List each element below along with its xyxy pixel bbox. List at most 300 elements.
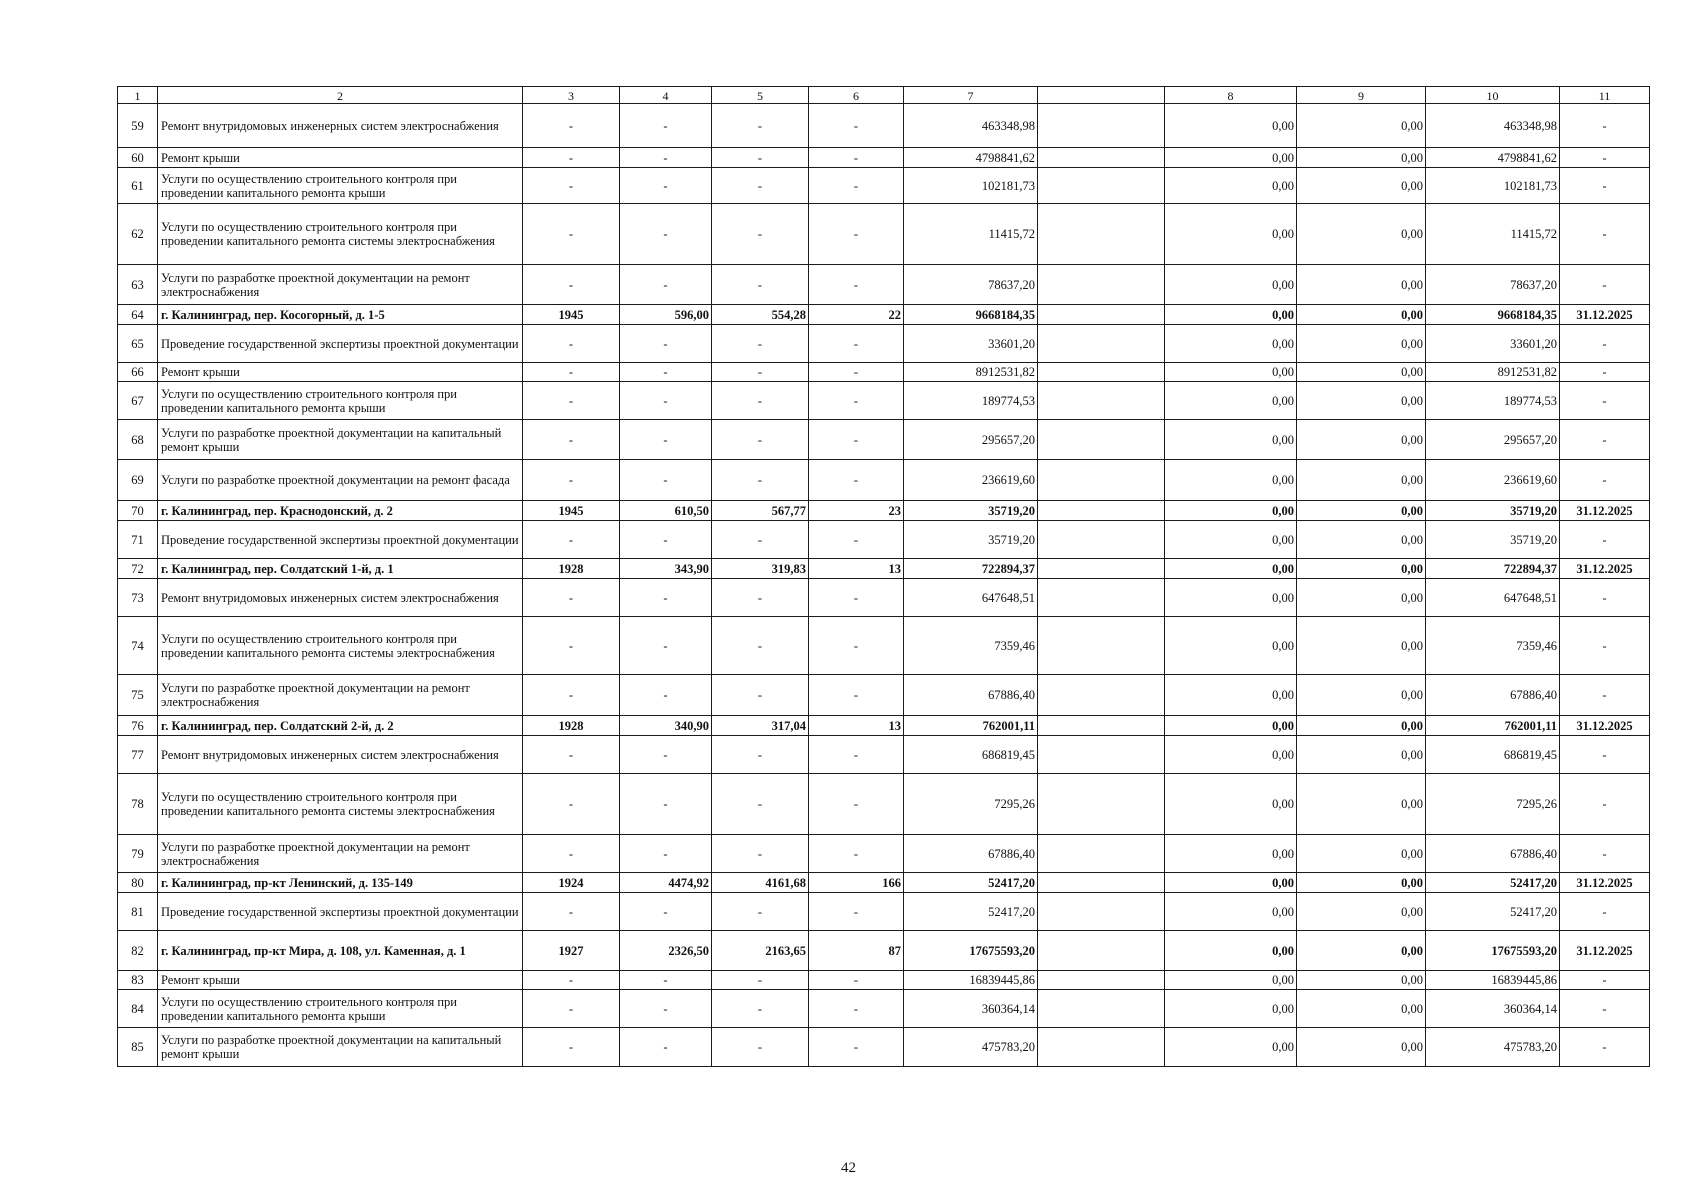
regional-funds: 0,00: [1297, 873, 1426, 893]
total-cost: 189774,53: [904, 382, 1038, 420]
completion-date: -: [1560, 736, 1650, 774]
total-area: -: [620, 736, 712, 774]
living-area: -: [712, 363, 809, 382]
completion-date: -: [1560, 104, 1650, 148]
item-name: Ремонт крыши: [158, 971, 523, 990]
regional-funds: 0,00: [1297, 501, 1426, 521]
completion-date: -: [1560, 675, 1650, 716]
item-name: г. Калининград, пер. Краснодонский, д. 2: [158, 501, 523, 521]
work-item-row: [118, 204, 1650, 265]
regional-funds: 0,00: [1297, 382, 1426, 420]
total-cost: 686819,45: [904, 736, 1038, 774]
address-row: [118, 305, 1650, 325]
page-number: 42: [841, 1160, 856, 1176]
row-number: 79: [118, 835, 158, 873]
column-number: 1: [118, 87, 158, 104]
column-number: 11: [1560, 87, 1650, 104]
living-area: 317,04: [712, 716, 809, 736]
living-area: -: [712, 265, 809, 305]
year-built: -: [523, 971, 620, 990]
regional-funds: 0,00: [1297, 990, 1426, 1028]
owner-funds: 17675593,20: [1426, 931, 1560, 971]
total-area: -: [620, 990, 712, 1028]
residents-count: -: [809, 835, 904, 873]
residents-count: 23: [809, 501, 904, 521]
living-area: -: [712, 893, 809, 931]
owner-funds: 475783,20: [1426, 1028, 1560, 1067]
year-built: -: [523, 835, 620, 873]
year-built: 1928: [523, 559, 620, 579]
owner-funds: 35719,20: [1426, 521, 1560, 559]
blank-cell: [1038, 363, 1165, 382]
row-number: 73: [118, 579, 158, 617]
residents-count: -: [809, 168, 904, 204]
total-area: 2326,50: [620, 931, 712, 971]
federal-funds: 0,00: [1165, 835, 1297, 873]
completion-date: 31.12.2025: [1560, 501, 1650, 521]
total-cost: 33601,20: [904, 325, 1038, 363]
completion-date: -: [1560, 168, 1650, 204]
total-area: 4474,92: [620, 873, 712, 893]
total-cost: 16839445,86: [904, 971, 1038, 990]
living-area: 319,83: [712, 559, 809, 579]
owner-funds: 189774,53: [1426, 382, 1560, 420]
living-area: -: [712, 1028, 809, 1067]
blank-cell: [1038, 204, 1165, 265]
total-cost: 236619,60: [904, 460, 1038, 501]
total-cost: 67886,40: [904, 835, 1038, 873]
blank-cell: [1038, 716, 1165, 736]
owner-funds: 360364,14: [1426, 990, 1560, 1028]
column-number: 7: [904, 87, 1038, 104]
total-cost: 11415,72: [904, 204, 1038, 265]
item-name: Ремонт внутридомовых инженерных систем электроснабжения: [158, 104, 523, 148]
residents-count: -: [809, 893, 904, 931]
column-number: 8: [1165, 87, 1297, 104]
row-number: 77: [118, 736, 158, 774]
completion-date: 31.12.2025: [1560, 716, 1650, 736]
residents-count: -: [809, 971, 904, 990]
address-row: [118, 931, 1650, 971]
item-name: г. Калининград, пер. Солдатский 1-й, д. 1: [158, 559, 523, 579]
living-area: -: [712, 104, 809, 148]
year-built: 1945: [523, 501, 620, 521]
owner-funds: 67886,40: [1426, 835, 1560, 873]
item-name: Проведение государственной экспертизы проектной документации: [158, 521, 523, 559]
row-number: 85: [118, 1028, 158, 1067]
item-name: Проведение государственной экспертизы проектной документации: [158, 325, 523, 363]
item-name: Услуги по осуществлению строительного контроля при проведении капитального ремонта крыши: [158, 990, 523, 1028]
completion-date: 31.12.2025: [1560, 559, 1650, 579]
regional-funds: 0,00: [1297, 675, 1426, 716]
completion-date: -: [1560, 265, 1650, 305]
column-number: 5: [712, 87, 809, 104]
residents-count: -: [809, 617, 904, 675]
item-name: Услуги по разработке проектной документации на капитальный ремонт крыши: [158, 420, 523, 460]
item-name: Услуги по разработке проектной документации на капитальный ремонт крыши: [158, 1028, 523, 1067]
owner-funds: 9668184,35: [1426, 305, 1560, 325]
total-area: -: [620, 1028, 712, 1067]
year-built: -: [523, 382, 620, 420]
federal-funds: 0,00: [1165, 501, 1297, 521]
living-area: -: [712, 736, 809, 774]
item-name: Ремонт внутридомовых инженерных систем электроснабжения: [158, 579, 523, 617]
blank-cell: [1038, 265, 1165, 305]
column-number: 3: [523, 87, 620, 104]
regional-funds: 0,00: [1297, 420, 1426, 460]
residents-count: -: [809, 736, 904, 774]
year-built: 1945: [523, 305, 620, 325]
work-item-row: [118, 382, 1650, 420]
residents-count: -: [809, 460, 904, 501]
item-name: Ремонт внутридомовых инженерных систем электроснабжения: [158, 736, 523, 774]
completion-date: -: [1560, 420, 1650, 460]
row-number: 66: [118, 363, 158, 382]
blank-cell: [1038, 305, 1165, 325]
item-name: Услуги по разработке проектной документации на ремонт электроснабжения: [158, 835, 523, 873]
total-cost: 7359,46: [904, 617, 1038, 675]
item-name: Услуги по осуществлению строительного контроля при проведении капитального ремонта системы электроснабжения: [158, 774, 523, 835]
blank-cell: [1038, 617, 1165, 675]
federal-funds: 0,00: [1165, 617, 1297, 675]
total-area: -: [620, 204, 712, 265]
completion-date: -: [1560, 971, 1650, 990]
completion-date: -: [1560, 617, 1650, 675]
federal-funds: 0,00: [1165, 265, 1297, 305]
owner-funds: 647648,51: [1426, 579, 1560, 617]
item-name: Услуги по разработке проектной документации на ремонт фасада: [158, 460, 523, 501]
work-item-row: [118, 617, 1650, 675]
living-area: -: [712, 617, 809, 675]
regional-funds: 0,00: [1297, 579, 1426, 617]
total-area: -: [620, 579, 712, 617]
blank-cell: [1038, 893, 1165, 931]
owner-funds: 722894,37: [1426, 559, 1560, 579]
completion-date: -: [1560, 148, 1650, 168]
total-cost: 762001,11: [904, 716, 1038, 736]
item-name: Услуги по осуществлению строительного контроля при проведении капитального ремонта системы электроснабжения: [158, 617, 523, 675]
row-number: 76: [118, 716, 158, 736]
document-sheet: [117, 86, 1649, 1067]
work-item-row: [118, 579, 1650, 617]
row-number: 80: [118, 873, 158, 893]
total-area: 596,00: [620, 305, 712, 325]
federal-funds: 0,00: [1165, 305, 1297, 325]
total-cost: 722894,37: [904, 559, 1038, 579]
year-built: -: [523, 168, 620, 204]
total-cost: 647648,51: [904, 579, 1038, 617]
work-item-row: [118, 736, 1650, 774]
regional-funds: 0,00: [1297, 559, 1426, 579]
federal-funds: 0,00: [1165, 873, 1297, 893]
blank-cell: [1038, 990, 1165, 1028]
regional-funds: 0,00: [1297, 325, 1426, 363]
work-item-row: [118, 363, 1650, 382]
address-row: [118, 501, 1650, 521]
column-number: 9: [1297, 87, 1426, 104]
federal-funds: 0,00: [1165, 420, 1297, 460]
regional-funds: 0,00: [1297, 617, 1426, 675]
owner-funds: 78637,20: [1426, 265, 1560, 305]
regional-funds: 0,00: [1297, 1028, 1426, 1067]
living-area: -: [712, 382, 809, 420]
completion-date: -: [1560, 835, 1650, 873]
row-number: 60: [118, 148, 158, 168]
work-item-row: [118, 990, 1650, 1028]
blank-cell: [1038, 736, 1165, 774]
work-item-row: [118, 420, 1650, 460]
total-cost: 4798841,62: [904, 148, 1038, 168]
year-built: -: [523, 736, 620, 774]
year-built: -: [523, 148, 620, 168]
federal-funds: 0,00: [1165, 675, 1297, 716]
blank-cell: [1038, 835, 1165, 873]
regional-funds: 0,00: [1297, 835, 1426, 873]
row-number: 65: [118, 325, 158, 363]
regional-funds: 0,00: [1297, 363, 1426, 382]
total-area: -: [620, 420, 712, 460]
federal-funds: 0,00: [1165, 579, 1297, 617]
year-built: -: [523, 990, 620, 1028]
residents-count: 13: [809, 716, 904, 736]
total-area: -: [620, 971, 712, 990]
year-built: -: [523, 617, 620, 675]
residents-count: -: [809, 363, 904, 382]
item-name: Услуги по разработке проектной документации на ремонт электроснабжения: [158, 675, 523, 716]
regional-funds: 0,00: [1297, 716, 1426, 736]
residents-count: -: [809, 990, 904, 1028]
regional-funds: 0,00: [1297, 204, 1426, 265]
owner-funds: 35719,20: [1426, 501, 1560, 521]
work-item-row: [118, 774, 1650, 835]
address-row: [118, 716, 1650, 736]
residents-count: -: [809, 148, 904, 168]
total-cost: 52417,20: [904, 893, 1038, 931]
item-name: Ремонт крыши: [158, 148, 523, 168]
total-cost: 9668184,35: [904, 305, 1038, 325]
living-area: -: [712, 675, 809, 716]
regional-funds: 0,00: [1297, 305, 1426, 325]
completion-date: -: [1560, 990, 1650, 1028]
work-item-row: [118, 893, 1650, 931]
owner-funds: 67886,40: [1426, 675, 1560, 716]
living-area: -: [712, 579, 809, 617]
row-number: 82: [118, 931, 158, 971]
completion-date: -: [1560, 893, 1650, 931]
item-name: Услуги по разработке проектной документации на ремонт электроснабжения: [158, 265, 523, 305]
federal-funds: 0,00: [1165, 204, 1297, 265]
work-item-row: [118, 168, 1650, 204]
owner-funds: 7359,46: [1426, 617, 1560, 675]
owner-funds: 16839445,86: [1426, 971, 1560, 990]
year-built: -: [523, 204, 620, 265]
regional-funds: 0,00: [1297, 893, 1426, 931]
total-cost: 35719,20: [904, 521, 1038, 559]
year-built: -: [523, 325, 620, 363]
blank-cell: [1038, 168, 1165, 204]
regional-funds: 0,00: [1297, 148, 1426, 168]
row-number: 63: [118, 265, 158, 305]
federal-funds: 0,00: [1165, 521, 1297, 559]
residents-count: -: [809, 774, 904, 835]
blank-cell: [1038, 521, 1165, 559]
federal-funds: 0,00: [1165, 104, 1297, 148]
total-area: -: [620, 521, 712, 559]
blank-cell: [1038, 325, 1165, 363]
row-number: 75: [118, 675, 158, 716]
total-cost: 463348,98: [904, 104, 1038, 148]
federal-funds: 0,00: [1165, 893, 1297, 931]
year-built: -: [523, 104, 620, 148]
work-item-row: [118, 265, 1650, 305]
living-area: -: [712, 148, 809, 168]
owner-funds: 463348,98: [1426, 104, 1560, 148]
total-area: -: [620, 325, 712, 363]
item-name: г. Калининград, пр-кт Мира, д. 108, ул. Каменная, д. 1: [158, 931, 523, 971]
blank-cell: [1038, 675, 1165, 716]
blank-cell: [1038, 420, 1165, 460]
blank-cell: [1038, 501, 1165, 521]
completion-date: -: [1560, 363, 1650, 382]
item-name: Услуги по осуществлению строительного контроля при проведении капитального ремонта крыши: [158, 382, 523, 420]
total-area: -: [620, 893, 712, 931]
living-area: -: [712, 168, 809, 204]
total-area: -: [620, 104, 712, 148]
blank-cell: [1038, 104, 1165, 148]
total-area: -: [620, 675, 712, 716]
address-row: [118, 559, 1650, 579]
federal-funds: 0,00: [1165, 736, 1297, 774]
work-item-row: [118, 971, 1650, 990]
living-area: 554,28: [712, 305, 809, 325]
year-built: -: [523, 675, 620, 716]
row-number: 72: [118, 559, 158, 579]
year-built: -: [523, 774, 620, 835]
living-area: -: [712, 971, 809, 990]
repair-schedule-table: [117, 86, 1650, 1067]
completion-date: -: [1560, 325, 1650, 363]
federal-funds: 0,00: [1165, 990, 1297, 1028]
residents-count: -: [809, 675, 904, 716]
item-name: г. Калининград, пр-кт Ленинский, д. 135-149: [158, 873, 523, 893]
blank-cell: [1038, 931, 1165, 971]
row-number: 71: [118, 521, 158, 559]
total-area: -: [620, 382, 712, 420]
work-item-row: [118, 675, 1650, 716]
owner-funds: 52417,20: [1426, 893, 1560, 931]
living-area: -: [712, 325, 809, 363]
column-number: [1038, 87, 1165, 104]
work-item-row: [118, 835, 1650, 873]
row-number: 83: [118, 971, 158, 990]
residents-count: 87: [809, 931, 904, 971]
row-number: 81: [118, 893, 158, 931]
item-name: Ремонт крыши: [158, 363, 523, 382]
row-number: 78: [118, 774, 158, 835]
living-area: -: [712, 990, 809, 1028]
column-number-row: [118, 87, 1650, 104]
total-cost: 102181,73: [904, 168, 1038, 204]
owner-funds: 8912531,82: [1426, 363, 1560, 382]
work-item-row: [118, 1028, 1650, 1067]
column-number: 4: [620, 87, 712, 104]
residents-count: -: [809, 325, 904, 363]
owner-funds: 11415,72: [1426, 204, 1560, 265]
year-built: 1928: [523, 716, 620, 736]
work-item-row: [118, 521, 1650, 559]
total-cost: 78637,20: [904, 265, 1038, 305]
residents-count: -: [809, 204, 904, 265]
row-number: 70: [118, 501, 158, 521]
blank-cell: [1038, 873, 1165, 893]
regional-funds: 0,00: [1297, 931, 1426, 971]
owner-funds: 762001,11: [1426, 716, 1560, 736]
blank-cell: [1038, 559, 1165, 579]
federal-funds: 0,00: [1165, 774, 1297, 835]
regional-funds: 0,00: [1297, 736, 1426, 774]
owner-funds: 7295,26: [1426, 774, 1560, 835]
total-cost: 67886,40: [904, 675, 1038, 716]
regional-funds: 0,00: [1297, 265, 1426, 305]
total-cost: 360364,14: [904, 990, 1038, 1028]
completion-date: -: [1560, 1028, 1650, 1067]
federal-funds: 0,00: [1165, 382, 1297, 420]
living-area: -: [712, 835, 809, 873]
year-built: -: [523, 420, 620, 460]
address-row: [118, 873, 1650, 893]
row-number: 67: [118, 382, 158, 420]
living-area: 4161,68: [712, 873, 809, 893]
completion-date: 31.12.2025: [1560, 305, 1650, 325]
residents-count: 166: [809, 873, 904, 893]
total-cost: 475783,20: [904, 1028, 1038, 1067]
federal-funds: 0,00: [1165, 559, 1297, 579]
total-cost: 17675593,20: [904, 931, 1038, 971]
total-cost: 52417,20: [904, 873, 1038, 893]
completion-date: -: [1560, 521, 1650, 559]
work-item-row: [118, 325, 1650, 363]
living-area: -: [712, 420, 809, 460]
residents-count: -: [809, 382, 904, 420]
row-number: 84: [118, 990, 158, 1028]
living-area: -: [712, 774, 809, 835]
work-item-row: [118, 148, 1650, 168]
living-area: -: [712, 460, 809, 501]
regional-funds: 0,00: [1297, 774, 1426, 835]
total-area: -: [620, 774, 712, 835]
federal-funds: 0,00: [1165, 971, 1297, 990]
total-area: -: [620, 148, 712, 168]
total-area: -: [620, 617, 712, 675]
completion-date: 31.12.2025: [1560, 873, 1650, 893]
row-number: 69: [118, 460, 158, 501]
row-number: 74: [118, 617, 158, 675]
completion-date: -: [1560, 204, 1650, 265]
completion-date: 31.12.2025: [1560, 931, 1650, 971]
row-number: 68: [118, 420, 158, 460]
blank-cell: [1038, 148, 1165, 168]
completion-date: -: [1560, 460, 1650, 501]
blank-cell: [1038, 460, 1165, 501]
item-name: Услуги по осуществлению строительного контроля при проведении капитального ремонта крыши: [158, 168, 523, 204]
federal-funds: 0,00: [1165, 931, 1297, 971]
federal-funds: 0,00: [1165, 460, 1297, 501]
federal-funds: 0,00: [1165, 363, 1297, 382]
total-area: -: [620, 835, 712, 873]
total-area: -: [620, 363, 712, 382]
row-number: 59: [118, 104, 158, 148]
total-cost: 7295,26: [904, 774, 1038, 835]
